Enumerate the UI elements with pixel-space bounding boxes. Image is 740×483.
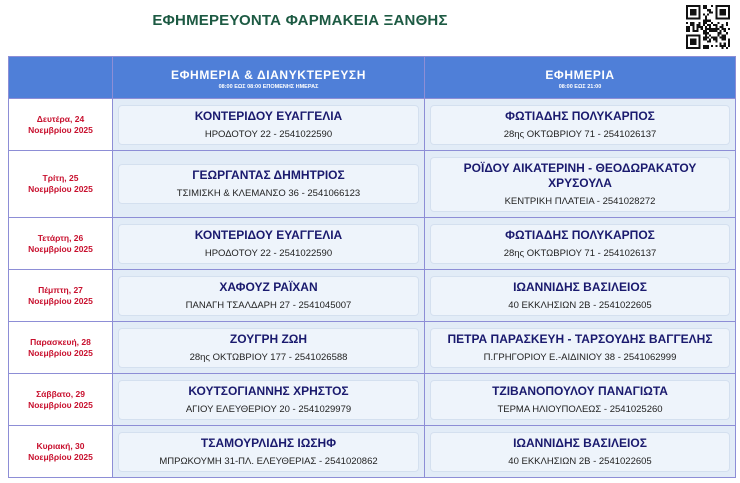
header-corner	[9, 57, 113, 99]
pharmacy-address-phone: ΜΠΡΩΚΟΥΜΗ 31-ΠΛ. ΕΛΕΥΘΕΡΙΑΣ - 2541020862	[159, 455, 378, 467]
pharmacy-card	[118, 276, 419, 316]
pharmacy-name: ΓΕΩΡΓΑΝΤΑΣ ΔΗΜΗΤΡΙΟΣ	[192, 168, 345, 182]
header-day-hours: 08:00 ΕΩΣ 21:00	[558, 83, 602, 90]
header-overnight-hours: 08:00 ΕΩΣ 08:00 ΕΠΟΜΕΝΗΣ ΗΜΕΡΑΣ	[218, 83, 319, 90]
pharmacy-name: ΦΩΤΙΑΔΗΣ ΠΟΛΥΚΑΡΠΟΣ	[505, 108, 655, 123]
pharmacy-name: ΚΟΝΤΕΡΙΔΟΥ ΕΥΑΓΓΕΛΙΑ	[194, 227, 343, 242]
overnight-pharmacy-cell	[113, 151, 425, 218]
pharmacy-name: ΡΟΪΔΟΥ ΑΙΚΑΤΕΡΙΝΗ - ΘΕΟΔΩΡΑΚΑΤΟΥ ΧΡΥΣΟΥΛΑ	[463, 160, 697, 190]
table-row	[9, 374, 736, 426]
month-year-label: Νοεμβρίου 2025	[28, 243, 93, 254]
pharmacy-name: ΠΕΤΡΑ ΠΑΡΑΣΚΕΥΗ - ΤΑΡΣΟΥΔΗΣ ΒΑΓΓΕΛΗΣ	[447, 331, 713, 346]
overnight-pharmacy-cell	[113, 270, 425, 322]
pharmacy-name: ΤΖΙΒΑΝΟΠΟΥΛΟΥ ΠΑΝΑΓΙΩΤΑ	[492, 383, 668, 398]
table-row	[9, 270, 736, 322]
date-cell	[9, 426, 113, 478]
day-pharmacy-cell	[425, 374, 736, 426]
pharmacy-address-phone: ΠΑΝΑΓΗ ΤΣΑΛΔΑΡΗ 27 - 2541045007	[185, 299, 352, 311]
weekday-label: Δευτέρα, 24	[36, 113, 85, 124]
overnight-pharmacy-cell	[113, 99, 425, 151]
pharmacy-card	[118, 164, 419, 204]
overnight-pharmacy-cell	[113, 426, 425, 478]
weekday-label: Τρίτη, 25	[42, 173, 79, 183]
date-cell	[9, 322, 113, 374]
pharmacy-card	[430, 157, 730, 212]
day-pharmacy-cell	[425, 322, 736, 374]
date-cell	[9, 151, 113, 218]
table-row	[9, 151, 736, 218]
header-overnight-title: ΕΦΗΜΕΡΙΑ & ΔΙΑΝΥΚΤΕΡΕΥΣΗ	[171, 67, 366, 82]
pharmacy-name: ΤΣΑΜΟΥΡΛΙΔΗΣ ΙΩΣΗΦ	[200, 435, 337, 450]
qr-code-icon[interactable]	[686, 5, 730, 49]
pharmacy-card	[118, 380, 419, 420]
date-cell	[9, 99, 113, 151]
weekday-label: Σάββατο, 29	[36, 388, 85, 399]
pharmacy-name: ΖΟΥΓΡΗ ΖΩΗ	[229, 331, 308, 346]
pharmacy-card	[430, 432, 730, 472]
table-row	[9, 322, 736, 374]
day-pharmacy-cell	[425, 218, 736, 270]
header-day-duty	[425, 57, 736, 99]
weekday-label: Τετάρτη, 26	[37, 232, 84, 243]
table-row	[9, 99, 736, 151]
day-pharmacy-cell	[425, 270, 736, 322]
day-pharmacy-cell	[425, 99, 736, 151]
pharmacy-name: ΙΩΑΝΝΙΔΗΣ ΒΑΣΙΛΕΙΟΣ	[513, 279, 647, 294]
pharmacy-name: ΧΑΦΟΥΖ ΡΑΪΧΑΝ	[219, 279, 318, 294]
month-year-label: Νοεμβρίου 2025	[28, 124, 93, 135]
pharmacy-card	[430, 328, 730, 368]
pharmacy-card	[430, 380, 730, 420]
pharmacy-schedule-table	[8, 56, 736, 478]
pharmacy-address-phone: ΤΣΙΜΙΣΚΗ & ΚΛΕΜΑΝΣΟ 36 - 2541066123	[176, 188, 361, 199]
pharmacy-address-phone: 40 ΕΚΚΛΗΣΙΩΝ 2Β - 2541022605	[508, 299, 652, 311]
pharmacy-name: ΙΩΑΝΝΙΔΗΣ ΒΑΣΙΛΕΙΟΣ	[513, 435, 647, 450]
pharmacy-card	[430, 276, 730, 316]
pharmacy-address-phone: ΗΡΟΔΟΤΟΥ 22 - 2541022590	[204, 247, 333, 259]
month-year-label: Νοεμβρίου 2025	[28, 295, 93, 306]
header-overnight-duty	[113, 57, 425, 99]
date-cell	[9, 374, 113, 426]
pharmacy-address-phone: 28ης ΟΚΤΩΒΡΙΟΥ 177 - 2541026588	[189, 351, 348, 363]
table-row	[9, 426, 736, 478]
month-year-label: Νοεμβρίου 2025	[28, 184, 93, 194]
pharmacy-name: ΚΟΥΤΣΟΓΙΑΝΝΗΣ ΧΡΗΣΤΟΣ	[188, 383, 349, 398]
overnight-pharmacy-cell	[113, 322, 425, 374]
weekday-label: Πέμπτη, 27	[38, 284, 83, 295]
date-cell	[9, 270, 113, 322]
pharmacy-address-phone: ΑΓΙΟΥ ΕΛΕΥΘΕΡΙΟΥ 20 - 2541029979	[185, 403, 352, 415]
day-pharmacy-cell	[425, 151, 736, 218]
pharmacy-name: ΦΩΤΙΑΔΗΣ ΠΟΛΥΚΑΡΠΟΣ	[505, 227, 655, 242]
month-year-label: Νοεμβρίου 2025	[28, 347, 93, 358]
pharmacy-address-phone: ΚΕΝΤΡΙΚΗ ΠΛΑΤΕΙΑ - 2541028272	[504, 195, 656, 207]
header-day-title: ΕΦΗΜΕΡΙΑ	[545, 67, 615, 82]
pharmacy-card	[430, 224, 730, 264]
pharmacy-address-phone: 28ης ΟΚΤΩΒΡΙΟΥ 71 - 2541026137	[503, 247, 657, 259]
table-header-row	[9, 57, 736, 99]
pharmacy-card	[430, 105, 730, 145]
page-title: ΕΦΗΜΕΡΕΥΟΝΤΑ ΦΑΡΜΑΚΕΙΑ ΞΑΝΘΗΣ	[152, 12, 448, 29]
day-pharmacy-cell	[425, 426, 736, 478]
pharmacy-address-phone: 28ης ΟΚΤΩΒΡΙΟΥ 71 - 2541026137	[503, 128, 657, 140]
pharmacy-address-phone: ΤΕΡΜΑ ΗΛΙΟΥΠΟΛΕΩΣ - 2541025260	[497, 403, 663, 415]
month-year-label: Νοεμβρίου 2025	[28, 451, 93, 462]
overnight-pharmacy-cell	[113, 218, 425, 270]
pharmacy-address-phone: 40 ΕΚΚΛΗΣΙΩΝ 2Β - 2541022605	[508, 455, 652, 467]
overnight-pharmacy-cell	[113, 374, 425, 426]
weekday-label: Κυριακή, 30	[36, 440, 85, 451]
pharmacy-name: ΚΟΝΤΕΡΙΔΟΥ ΕΥΑΓΓΕΛΙΑ	[194, 108, 343, 123]
weekday-label: Παρασκευή, 28	[30, 336, 91, 347]
pharmacy-card	[118, 224, 419, 264]
pharmacy-address-phone: Π.ΓΡΗΓΟΡΙΟΥ Ε.-ΑΙΔΙΝΙΟΥ 38 - 2541062999	[483, 351, 677, 363]
table-row	[9, 218, 736, 270]
pharmacy-address-phone: ΗΡΟΔΟΤΟΥ 22 - 2541022590	[204, 128, 333, 140]
pharmacy-card	[118, 105, 419, 145]
month-year-label: Νοεμβρίου 2025	[28, 399, 93, 410]
date-cell	[9, 218, 113, 270]
pharmacy-card	[118, 328, 419, 368]
pharmacy-card	[118, 432, 419, 472]
